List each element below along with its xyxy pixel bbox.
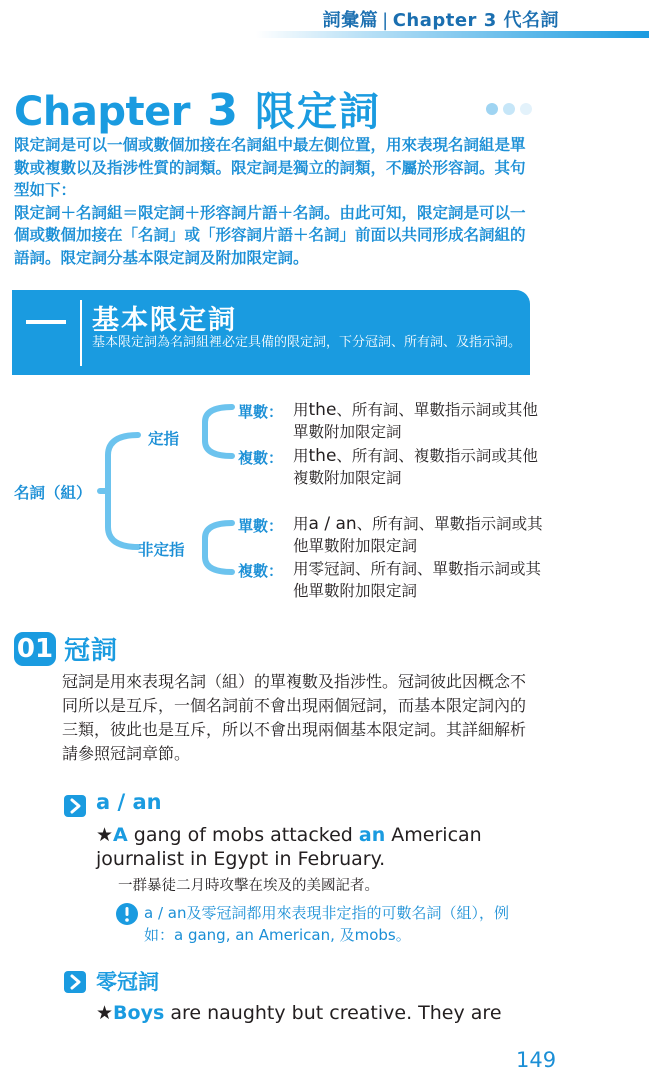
intro-paragraph: 限定詞是可以一個或數個加接在名詞組中最左側位置，用來表現名詞組是單數或複數以及指涉性質的詞類。限定詞是獨立的詞類，不屬於形容詞。其句型如下： — [14, 136, 526, 199]
chapter-label: Chapter — [14, 89, 190, 135]
dots-decoration — [486, 100, 537, 119]
definite-bracket — [205, 407, 232, 456]
page-number: 149 — [516, 1048, 557, 1072]
dot-icon — [520, 103, 532, 115]
chapter-title — [14, 80, 381, 137]
arrow-right-icon — [64, 971, 86, 993]
definite-singular-key: 單數： — [238, 403, 284, 421]
header-gradient-bar — [256, 31, 649, 38]
header-chapter: Chapter 3 代名詞 — [392, 10, 559, 31]
definite-plural-key: 複數： — [238, 449, 284, 467]
dot-icon — [486, 103, 498, 115]
subsection-body: 冠詞是用來表現名詞（組）的單複數及指涉性。冠詞彼此因概念不同所以是互斥，一個名詞前不會出現兩個冠詞，而基本限定詞內的三類，彼此也是互斥，所以不會出現兩個基本限定詞。其詳細解析請參照冠詞章節。 — [62, 672, 527, 763]
zero-article-example: ★Boys are naughty but creative. They are — [96, 1002, 502, 1024]
banner-divider — [80, 300, 82, 366]
a-an-translation: 一群暴徒二月時攻擊在埃及的美國記者。 — [118, 878, 379, 894]
star-icon: ★ — [96, 1002, 114, 1024]
tree-root: 名詞（組） — [14, 484, 92, 502]
section-banner — [12, 290, 530, 375]
subsection-number: 01 — [14, 632, 56, 666]
indefinite-bracket — [205, 523, 232, 572]
indefinite-singular-value: 用a / an、所有詞、單數指示詞或其他單數附加限定詞 — [293, 514, 543, 555]
tree-definite: 定指 — [148, 430, 180, 448]
definite-singular-value: 用the、所有詞、單數指示詞或其他單數附加限定詞 — [293, 400, 538, 441]
arrow-right-icon — [64, 795, 86, 817]
exclamation-icon — [116, 903, 138, 925]
dot-icon — [503, 103, 515, 115]
banner-dash — [26, 320, 66, 324]
a-an-example: ★A gang of mobs attacked an American journalist in Egypt in February. — [96, 824, 482, 870]
header-text — [323, 6, 559, 32]
definite-plural-value: 用the、所有詞、複數指示詞或其他複數附加限定詞 — [293, 446, 538, 487]
running-header — [0, 0, 649, 40]
indefinite-plural-value: 用零冠詞、所有詞、單數指示詞或其他單數附加限定詞 — [293, 560, 542, 600]
a-an-title: a / an — [96, 790, 162, 814]
zero-article-title: 零冠詞 — [96, 970, 159, 994]
chapter-intro — [14, 134, 534, 269]
root-bracket — [108, 435, 138, 547]
star-icon: ★ — [96, 824, 114, 846]
header-separator: | — [382, 10, 389, 31]
indefinite-singular-key: 單數： — [238, 517, 284, 535]
header-part: 詞彙篇 — [322, 10, 379, 31]
chapter-number: 3 — [207, 85, 238, 136]
section-title: 基本限定詞 — [92, 305, 237, 336]
section-description: 基本限定詞為名詞組裡必定具備的限定詞，下分冠詞、所有詞、及指示詞。 — [92, 335, 522, 350]
determiner-tree — [0, 395, 649, 610]
a-an-note: a / an及零冠詞都用來表現非定指的可數名詞（組），例如：a gang, an American, 及mobs。 — [144, 904, 509, 944]
chapter-name: 限定詞 — [254, 89, 381, 135]
tree-indefinite: 非定指 — [138, 541, 185, 559]
indefinite-plural-key: 複數： — [238, 562, 284, 580]
intro-paragraph: 限定詞＋名詞組＝限定詞＋形容詞片語＋名詞。由此可知，限定詞是可以一個或數個加接在「名詞」或「形容詞片語＋名詞」前面以共同形成名詞組的語詞。限定詞分基本限定詞及附加限定詞。 — [14, 203, 526, 267]
subsection-title: 冠詞 — [64, 636, 119, 666]
